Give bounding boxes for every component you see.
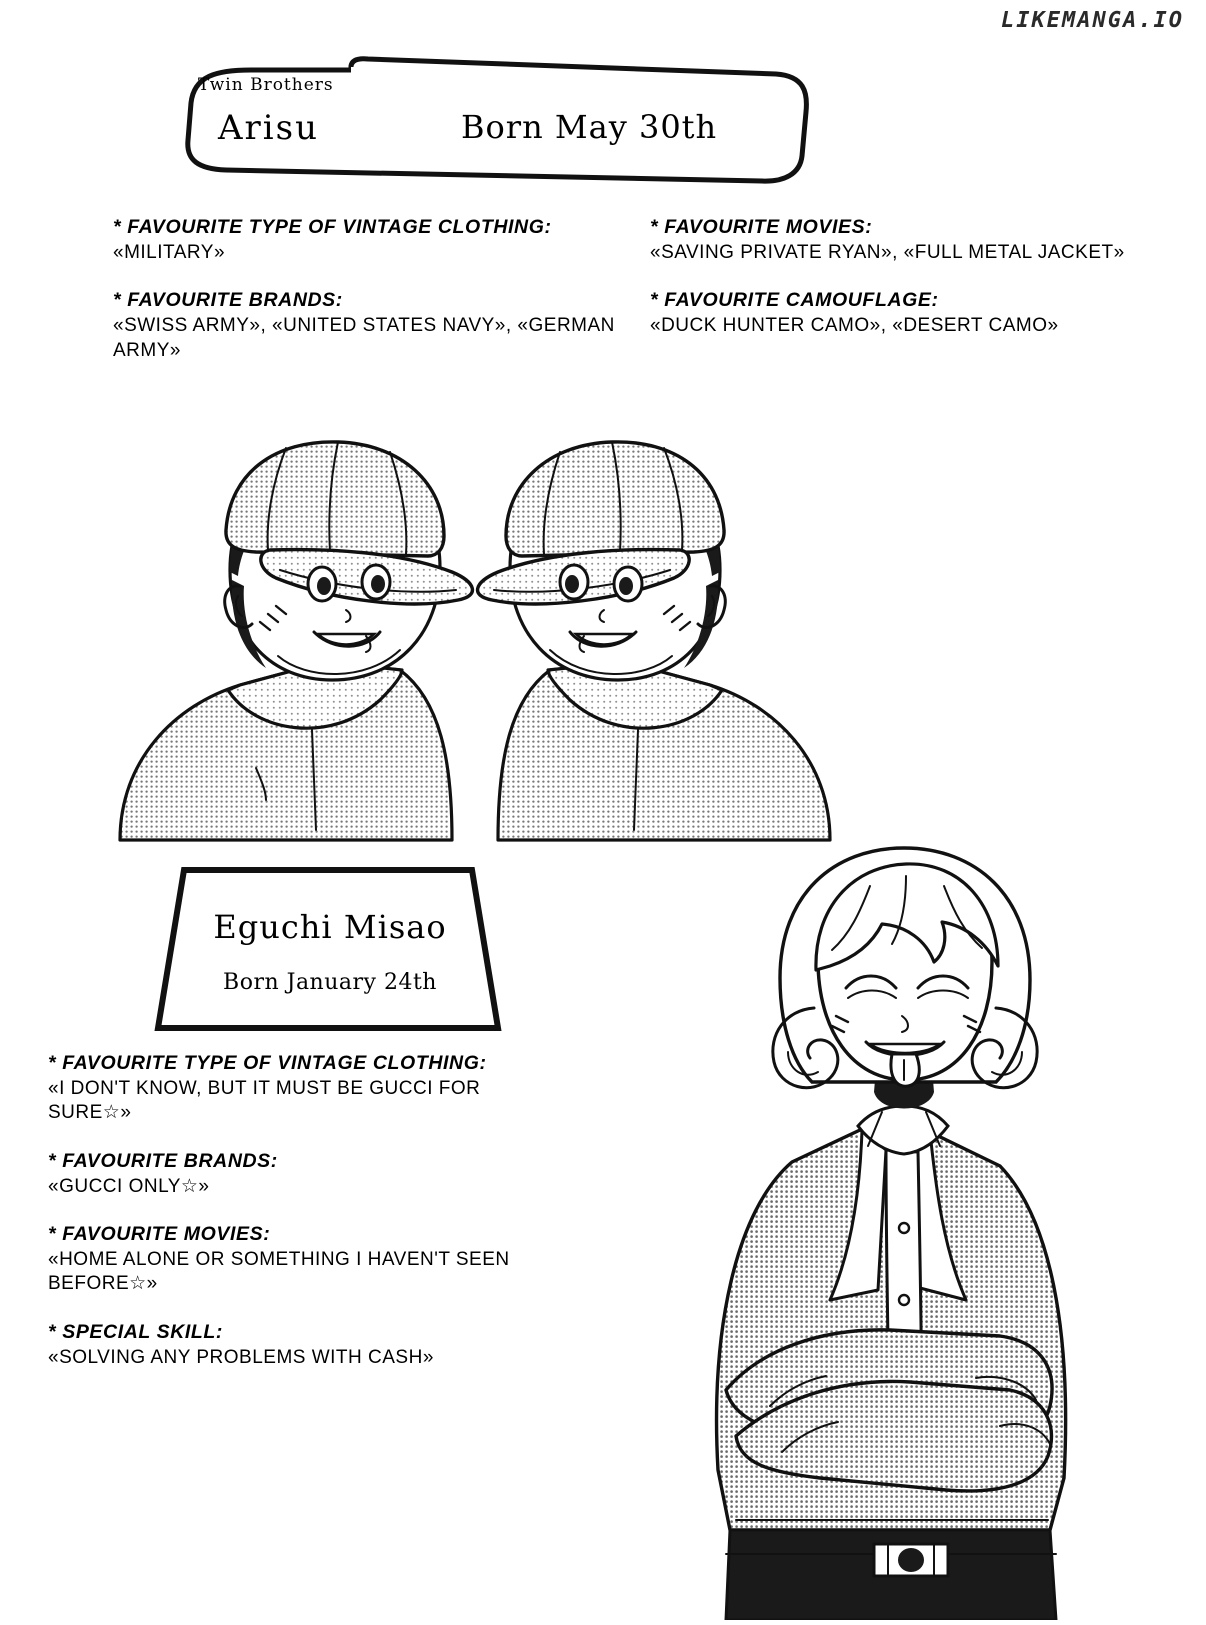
site-watermark: LIKEMANGA.IO	[1001, 8, 1184, 33]
fact-label-movies: * FAVOURITE MOVIES:	[650, 216, 873, 238]
fact-value-camouflage: «DUCK HUNTER CAMO», «DESERT CAMO»	[650, 315, 1059, 337]
twin-brothers-illustration	[80, 400, 870, 860]
fact-value-eguchi-skill: «SOLVING ANY PROBLEMS WITH CASH»	[48, 1346, 434, 1368]
fact-label-brands: * FAVOURITE BRANDS:	[113, 289, 343, 312]
arisu-subtitle: Twin Brothers	[198, 75, 334, 95]
eguchi-name: Eguchi Misao	[213, 908, 447, 946]
fact-label-clothing: * FAVOURITE TYPE OF VINTAGE CLOTHING:	[113, 216, 552, 238]
fact-label-eguchi-movies: * FAVOURITE MOVIES:	[48, 1222, 271, 1245]
fact-value-eguchi-clothing: «I DON'T KNOW, BUT IT MUST BE GUCCI FOR SURE☆»	[48, 1078, 481, 1124]
fact-value-brands: «SWISS ARMY», «UNITED STATES NAVY», «GERMAN ARMY»	[113, 315, 615, 361]
fact-value-movies: «SAVING PRIVATE RYAN», «FULL METAL JACKET»	[650, 242, 1125, 263]
arisu-name: Arisu	[218, 108, 320, 148]
eguchi-birthday: Born January 24th	[223, 970, 437, 995]
fact-value-clothing: «MILITARY»	[113, 242, 226, 263]
arisu-facts-right	[650, 216, 1170, 339]
arisu-birthday: Born May 30th	[461, 108, 718, 146]
twin-right	[478, 442, 830, 840]
fact-label-eguchi-brands: * FAVOURITE BRANDS:	[48, 1149, 278, 1172]
eguchi-name-plate	[150, 866, 510, 1032]
arisu-facts-left	[113, 216, 633, 363]
fact-label-eguchi-skill: * SPECIAL SKILL:	[48, 1320, 224, 1343]
arisu-name-bubble	[136, 48, 816, 198]
fact-value-eguchi-movies: «HOME ALONE OR SOMETHING I HAVEN'T SEEN BEFORE☆»	[48, 1248, 510, 1295]
fact-value-eguchi-brands: «GUCCI ONLY☆»	[48, 1175, 210, 1197]
fact-label-eguchi-clothing: * FAVOURITE TYPE OF VINTAGE CLOTHING:	[48, 1052, 487, 1074]
fact-label-camouflage: * FAVOURITE CAMOUFLAGE:	[650, 289, 939, 312]
eguchi-misao-illustration	[530, 830, 1170, 1620]
eguchi-facts	[48, 1052, 568, 1370]
twin-left	[120, 442, 472, 840]
